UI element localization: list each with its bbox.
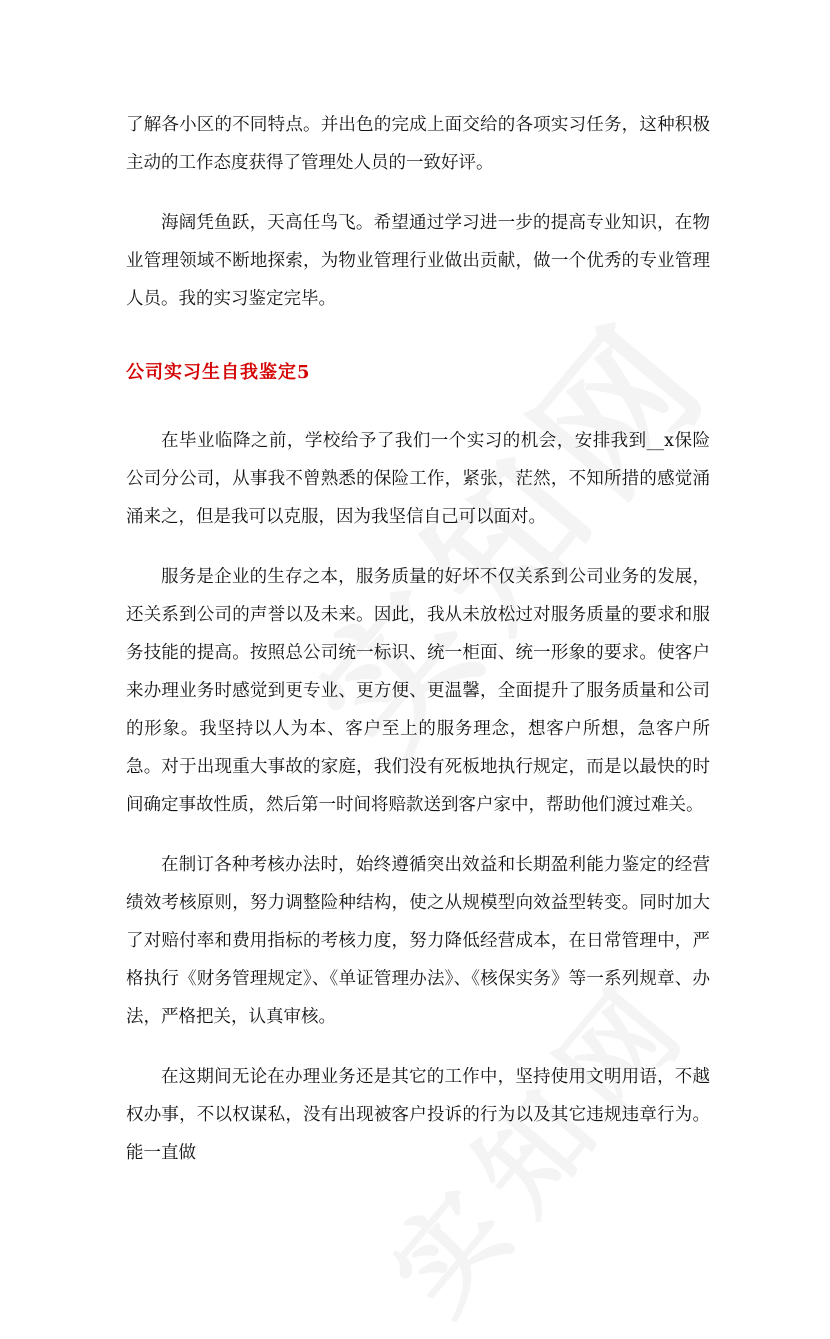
paragraph-continued: 了解各小区的不同特点。并出色的完成上面交给的各项实习任务，这种积极主动的工作态度获得了管理处人员的一致好评。 (126, 115, 710, 173)
document-body (126, 106, 710, 1194)
paragraph: 在这期间无论在办理业务还是其它的工作中，坚持使用文明用语，不越权办事，不以权谋私，没有出现被客户投诉的行为以及其它违规违章行为。能一直做 (126, 1067, 710, 1163)
paragraph: 在毕业临降之前，学校给予了我们一个实习的机会，安排我到__x保险公司分公司，从事我不曾熟悉的保险工作，紧张，茫然，不知所措的感觉涌涌来之，但是我可以克服，因为我坚信自己可以面对。 (126, 431, 710, 527)
paragraph: 服务是企业的生存之本，服务质量的好坏不仅关系到公司业务的发展，还关系到公司的声誉以及未来。因此，我从未放松过对服务质量的要求和服务技能的提高。按照总公司统一标识、统一柜面、统一形象的要求。使客户来办理业务时感觉到更专业、更方便、更温馨，全面提升了服务质量和公司的形象。我坚持以人为本、客户至上的服务理念，想客户所想，急客户所急。对于出现重大事故的家庭，我们没有死板地执行规定，而是以最快的时间确定事故性质，然后第一时间将赔款送到客户家中，帮助他们渡过难关。 (126, 567, 710, 815)
section-heading: 公司实习生自我鉴定5 (126, 362, 311, 383)
paragraph: 在制订各种考核办法时，始终遵循突出效益和长期盈利能力鉴定的经营绩效考核原则，努力调整险种结构，使之从规模型向效益型转变。同时加大了对赔付率和费用指标的考核力度，努力降低经营成本，在日常管理中，严格执行《财务管理规定》、《单证管理办法》、《核保实务》等一系列规章、办法，严格把关，认真审核。 (126, 855, 710, 1027)
paragraph: 海阔凭鱼跃，天高任鸟飞。希望通过学习进一步的提高专业知识，在物业管理领域不断地探索，为物业管理行业做出贡献，做一个优秀的专业管理人员。我的实习鉴定完毕。 (126, 213, 710, 309)
